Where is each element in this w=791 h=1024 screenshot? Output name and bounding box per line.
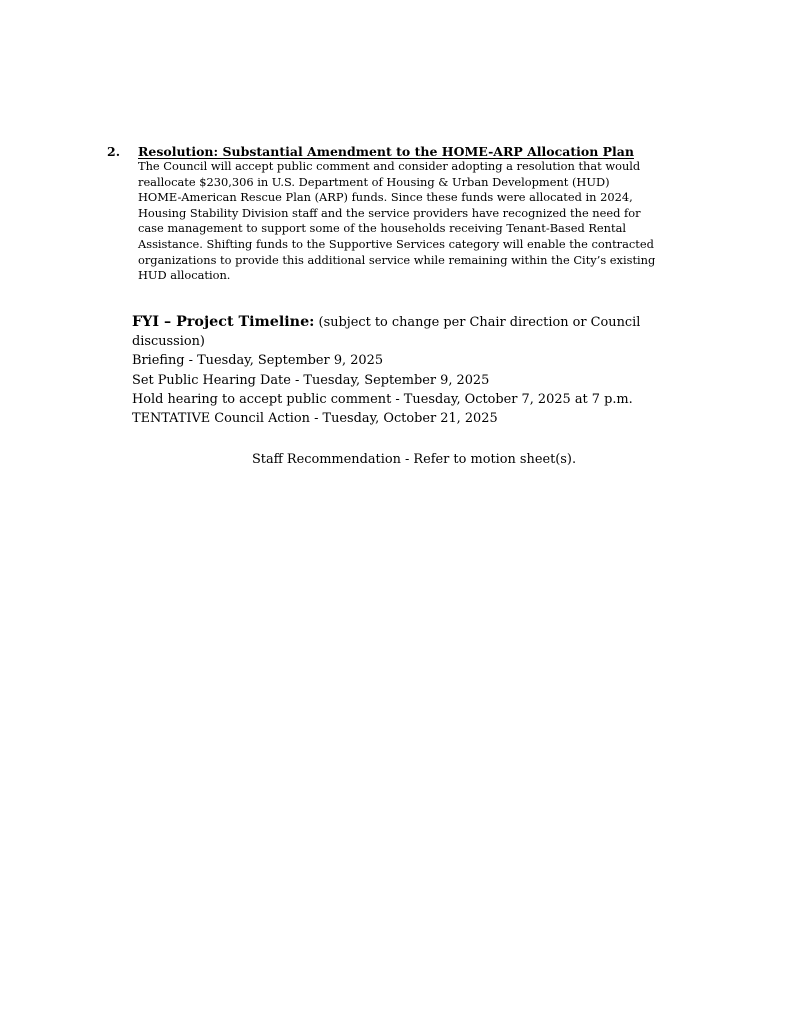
timeline-event-council-action: TENTATIVE Council Action - Tuesday, October 21, 2025 xyxy=(132,411,498,427)
description-line: Assistance. Shifting funds to the Supportive Services category will enable the contracted xyxy=(138,236,654,251)
timeline-heading: FYI – Project Timeline: xyxy=(132,314,315,330)
timeline-note-continued: discussion) xyxy=(132,334,205,350)
agenda-item-description xyxy=(138,159,693,284)
description-line: The Council will accept public comment and consider adopting a resolution that would xyxy=(138,159,641,173)
staff-recommendation: Staff Recommendation - Refer to motion sheet(s). xyxy=(251,452,577,467)
timeline-event-set-hearing-date: Set Public Hearing Date - Tuesday, September 9, 2025 xyxy=(132,372,490,388)
agenda-item xyxy=(107,144,707,284)
timeline-event-public-hearing: Hold hearing to accept public comment - Tuesday, October 7, 2025 at 7 p.m. xyxy=(132,391,633,407)
timeline-note: (subject to change per Chair direction or Council xyxy=(314,315,641,330)
description-line: Housing Stability Division staff and the service providers have recognized the need for xyxy=(138,205,641,220)
description-line: HOME-American Rescue Plan (ARP) funds. Since these funds were allocated in 2024, xyxy=(138,190,633,205)
agenda-item-heading xyxy=(107,144,707,159)
project-timeline xyxy=(132,313,692,428)
timeline-event-briefing: Briefing - Tuesday, September 9, 2025 xyxy=(132,353,384,369)
description-line: reallocate $230,306 in U.S. Department of Housing & Urban Development (HUD) xyxy=(138,174,610,189)
description-line: case management to support some of the households receiving Tenant-Based Rental xyxy=(138,221,627,236)
agenda-item-title: Resolution: Substantial Amendment to the HOME-ARP Allocation Plan xyxy=(138,144,634,159)
description-line: HUD allocation. xyxy=(138,268,231,283)
description-line: organizations to provide this additional service while remaining within the City’s existing xyxy=(138,252,656,267)
timeline-header-row xyxy=(132,313,692,332)
agenda-item-number: 2. xyxy=(107,144,121,159)
